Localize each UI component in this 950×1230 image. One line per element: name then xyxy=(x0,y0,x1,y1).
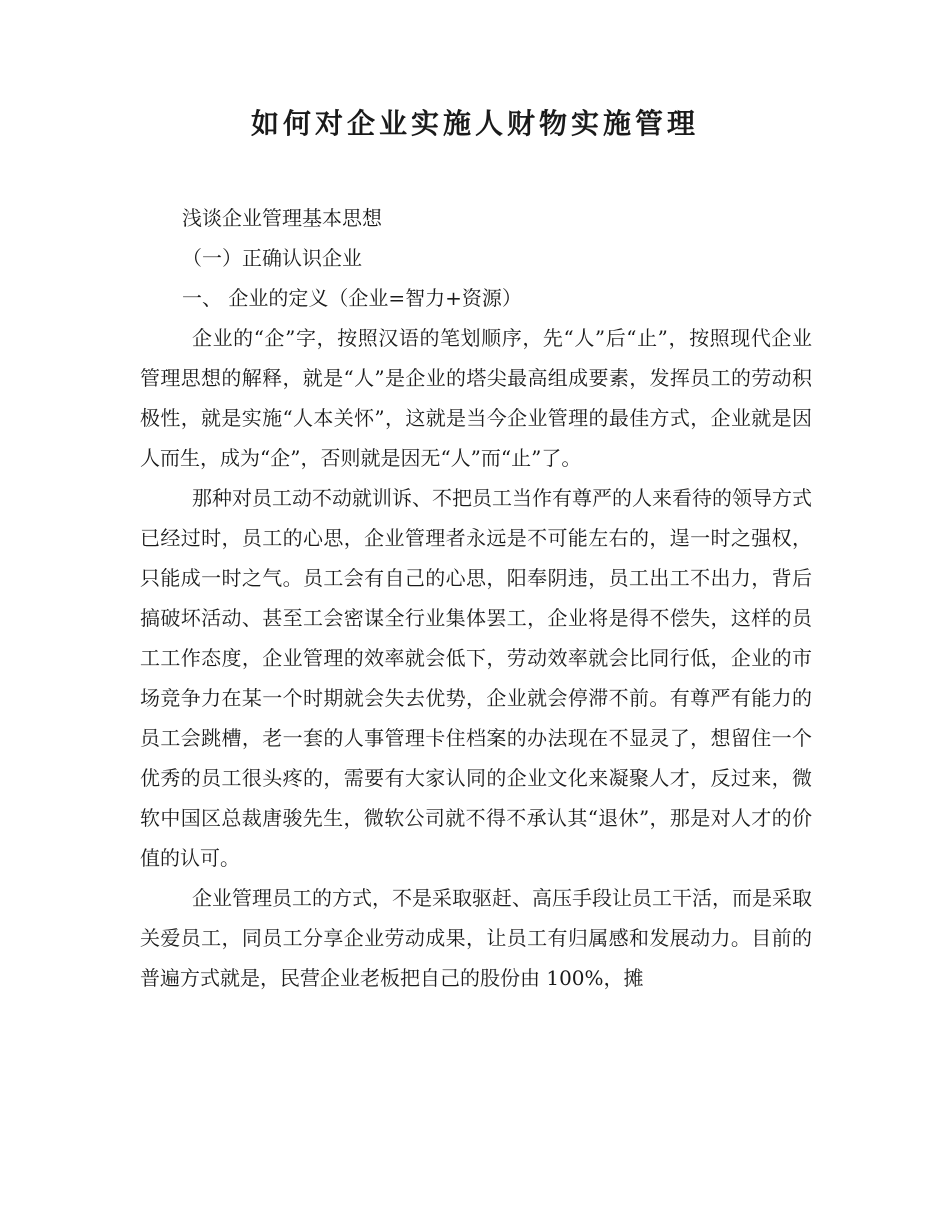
section-heading: 浅谈企业管理基本思想 xyxy=(182,206,382,230)
document-body xyxy=(140,198,812,998)
paragraph-2: 那种对员工动不动就训诉、不把员工当作有尊严的人来看待的领导方式已经过时，员工的心思，企业管理者永远是不可能左右的，逞一时之强权，只能成一时之气。员工会有自己的心思，阳奉阴违，员工出工不出力，背后搞破坏活动、甚至工会密谋全行业集体罢工，企业将是得不偿失，这样的员工工作态度，企业管理的效率就会低下，劳动效率就会比同行低，企业的市场竞争力在某一个时期就会失去优势，企业就会停滞不前。有尊严有能力的员工会跳槽，老一套的人事管理卡住档案的办法现在不显灵了，想留住一个优秀的员工很头疼的，需要有大家认同的企业文化来凝聚人才，反过来，微软中国区总裁唐骏先生，微软公司就不得不承认其“退休”，那是对人才的价值的认可。 xyxy=(140,486,812,870)
document-title: 如何对企业实施人财物实施管理 xyxy=(250,107,699,140)
paragraph-1: 企业的“企”字，按照汉语的笔划顺序，先“人”后“止”，按照现代企业管理思想的解释，就是“人”是企业的塔尖最高组成要素，发挥员工的劳动积极性，就是实施“人本关怀”，这就是当今企业管理的最佳方式，企业就是因人而生，成为“企”，否则就是因无“人”而“止”了。 xyxy=(140,326,812,470)
item-heading: 一、 企业的定义（企业=智力+资源） xyxy=(182,286,522,310)
subsection-heading: （一）正确认识企业 xyxy=(182,246,362,270)
paragraph-3: 企业管理员工的方式，不是采取驱赶、高压手段让员工干活，而是采取关爱员工，同员工分享企业劳动成果，让员工有归属感和发展动力。目前的普遍方式就是，民营企业老板把自己的股份由 100%，摊 xyxy=(140,886,812,990)
